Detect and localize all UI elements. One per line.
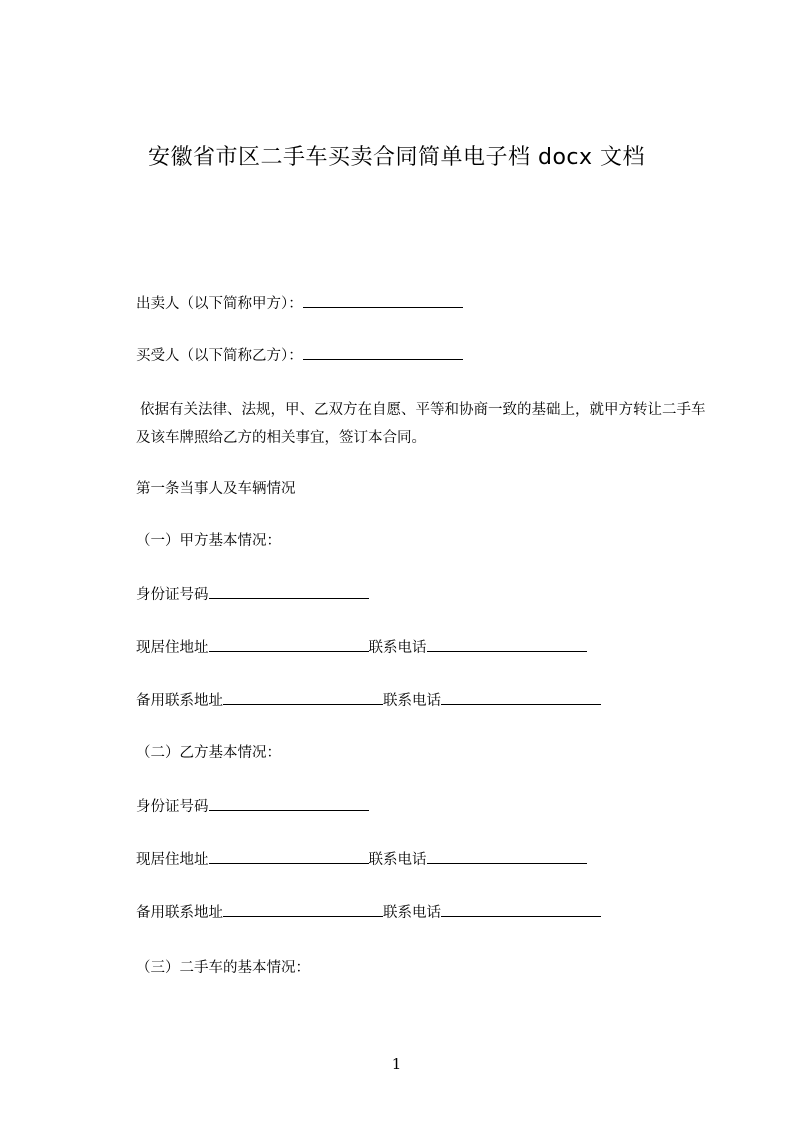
phone-label: 联系电话 (368, 852, 427, 868)
party-b-backup-line (136, 902, 601, 923)
address-label: 现居住地址 (136, 640, 209, 656)
article-1-heading: 第一条当事人及车辆情况 (136, 481, 296, 497)
phone-blank (427, 637, 587, 652)
id-label: 身份证号码 (136, 587, 209, 603)
id-blank (209, 796, 369, 811)
id-blank (209, 584, 369, 599)
intro-paragraph (136, 396, 706, 452)
buyer-line (136, 345, 463, 366)
seller-blank (303, 293, 463, 308)
phone-label: 联系电话 (368, 640, 427, 656)
party-a-address-line (136, 637, 587, 658)
party-a-heading: （一）甲方基本情况： (136, 533, 281, 549)
address-label: 现居住地址 (136, 852, 209, 868)
address-blank (209, 637, 369, 652)
seller-line (136, 293, 463, 314)
backup-address-blank (223, 902, 383, 917)
car-heading: （三）二手车的基本情况： (136, 960, 310, 976)
address-blank (209, 849, 369, 864)
party-a-id-line (136, 584, 369, 605)
phone-label: 联系电话 (383, 905, 441, 921)
backup-address-blank (223, 690, 383, 705)
party-a-backup-line (136, 690, 601, 711)
buyer-label: 买受人（以下简称乙方）： (136, 348, 303, 364)
party-b-id-line (136, 796, 369, 817)
party-b-heading: （二）乙方基本情况： (136, 745, 281, 761)
phone-blank (441, 690, 601, 705)
document-title: 安徽省市区二手车买卖合同简单电子档 docx 文档 (147, 145, 646, 170)
page-number: 1 (391, 1055, 402, 1073)
phone-blank (441, 902, 601, 917)
id-label: 身份证号码 (136, 799, 209, 815)
backup-address-label: 备用联系地址 (136, 693, 223, 709)
intro-text: 依据有关法律、法规，甲、乙双方在自愿、平等和协商一致的基础上，就甲方转让二手车及该车牌照给乙方的相关事宜，签订本合同。 (136, 402, 706, 446)
party-b-address-line (136, 849, 587, 870)
phone-label: 联系电话 (383, 693, 441, 709)
phone-blank (427, 849, 587, 864)
seller-label: 出卖人（以下简称甲方）： (136, 296, 303, 312)
backup-address-label: 备用联系地址 (136, 905, 223, 921)
buyer-blank (303, 345, 463, 360)
